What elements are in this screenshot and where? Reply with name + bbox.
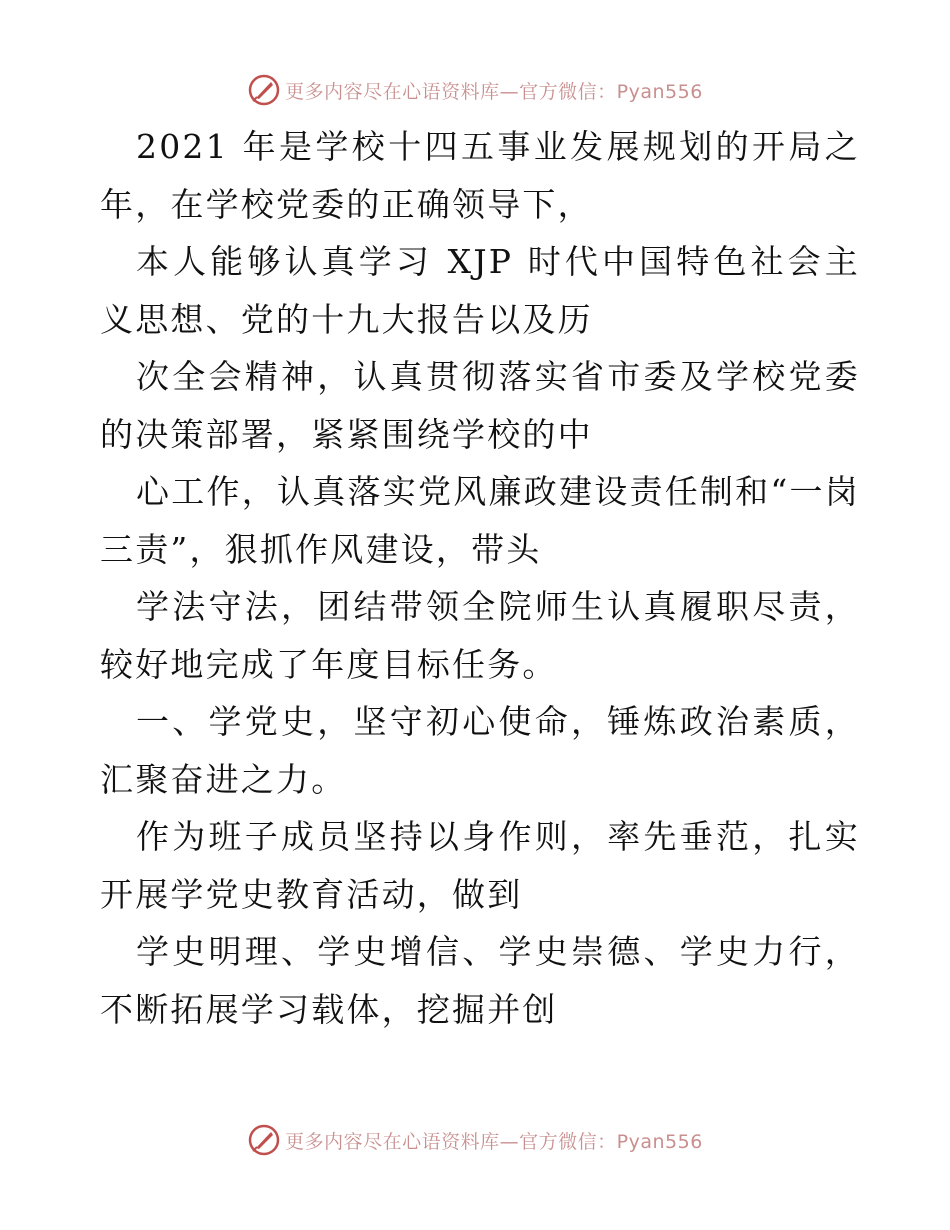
header-banner: [0, 70, 950, 110]
paragraph: 学法守法，团结带领全院师生认真履职尽责，较好地完成了年度目标任务。: [100, 587, 860, 684]
quill-logo-icon: [247, 1123, 281, 1157]
paragraph: 本人能够认真学习 XJP 时代中国特色社会主义思想、党的十九大报告以及历: [100, 242, 860, 339]
paragraph: 学史明理、学史增信、学史崇德、学史力行，不断拓展学习载体，挖掘并创: [100, 932, 860, 1029]
quill-logo-icon: [247, 73, 281, 107]
banner-text: 更多内容尽在心语资料库—官方微信：Pyan556: [285, 80, 703, 103]
section-heading: 一、学党史，坚守初心使命，锤炼政治素质，汇聚奋进之力。: [100, 702, 860, 799]
footer-banner: [0, 1120, 950, 1160]
document-body: [100, 118, 860, 1038]
banner-text: 更多内容尽在心语资料库—官方微信：Pyan556: [285, 1130, 703, 1153]
paragraph: 次全会精神，认真贯彻落实省市委及学校党委的决策部署，紧紧围绕学校的中: [100, 357, 860, 454]
paragraph: 心工作，认真落实党风廉政建设责任制和“一岗三责”，狠抓作风建设，带头: [100, 472, 860, 569]
paragraph: 作为班子成员坚持以身作则，率先垂范，扎实开展学党史教育活动，做到: [100, 817, 860, 914]
paragraph: 2021 年是学校十四五事业发展规划的开局之年，在学校党委的正确领导下，: [100, 127, 860, 224]
